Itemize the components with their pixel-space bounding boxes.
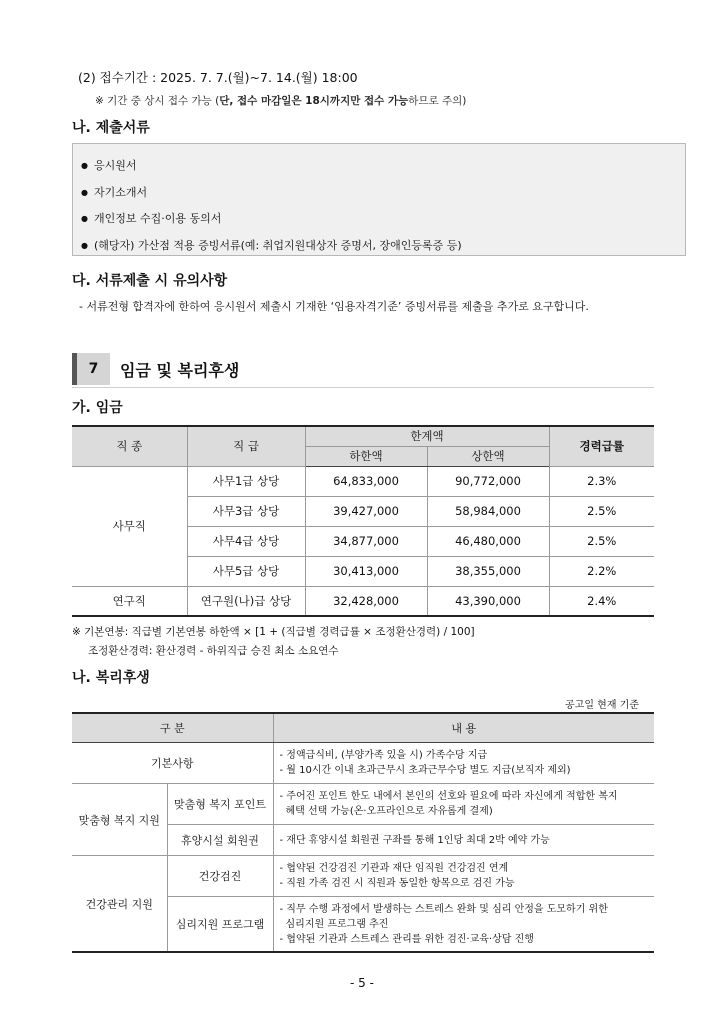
header-grade: 직 급 [187,426,305,466]
custom-resort-content [273,825,654,856]
section-number: 7 [72,353,110,385]
max-cell: 90,772,000 [427,466,549,496]
grade-cell: 연구원(나)급 상당 [187,586,305,616]
custom-point-label: 맞춤형 복지 포인트 [167,784,273,825]
welfare-table [72,712,654,953]
welfare-heading: 나. 복리후생 [72,670,150,686]
table-row [72,856,654,897]
page-number: - 5 - [350,976,374,990]
health-checkup-content [273,856,654,897]
grade-cell: 사무4급 상당 [187,526,305,556]
header-type: 직 종 [72,426,187,466]
content-line: - 월 10시간 이내 초과근무시 초과근무수당 별도 지급(보직자 제외) [279,765,571,776]
rate-cell: 2.2% [549,556,654,586]
health-checkup-label: 건강검진 [167,856,273,897]
health-psych-label: 심리지원 프로그램 [167,897,273,953]
application-note: ※ 기간 중 상시 접수 가능 (단, 접수 마감일은 18시까지만 접수 가능하므로 주의) [95,95,467,107]
rate-cell: 2.5% [549,526,654,556]
document-item: ● (해당자) 가산점 적용 증빙서류(예: 취업지원대상자 증명서, 장애인등록증 등) [81,233,685,260]
content-line: 혜택 선택 가능(온·오프라인으로 자유롭게 결제) [285,806,493,817]
application-period: (2) 접수기간 : 2025. 7. 7.(월)~7. 14.(월) 18:00 [78,70,358,85]
wage-footnote-2: 조정환산경력: 환산경력 - 하위직급 승진 최소 소요연수 [88,645,339,657]
max-cell: 43,390,000 [427,586,549,616]
min-cell: 34,877,000 [305,526,427,556]
documents-box [72,143,686,256]
header-rate: 경력급률 [549,426,654,466]
health-psych-content [273,897,654,953]
document-item: ● 자기소개서 [81,180,685,207]
caution-heading: 다. 서류제출 시 유의사항 [72,273,228,289]
grade-cell: 사무5급 상당 [187,556,305,586]
header-max: 상한액 [427,446,549,466]
header-limit: 한계액 [305,426,549,446]
min-cell: 39,427,000 [305,496,427,526]
content-line: - 직원 가족 검진 시 직원과 동일한 항목으로 검진 가능 [279,878,515,889]
document-item: ● 응시원서 [81,153,685,180]
wage-table [72,425,654,617]
section-7-header [72,351,654,388]
rate-cell: 2.4% [549,586,654,616]
type-cell: 연구직 [72,586,187,616]
caution-text: - 서류전형 합격자에 한하여 응시원서 제출시 기재한 ‘임용자격기준’ 증빙서류를 제출을 추가로 요구합니다. [79,300,589,313]
type-cell: 사무직 [72,466,187,586]
content-line: - 주어진 포인트 한도 내에서 본인의 선호와 필요에 따라 자신에게 적합한 복지 [279,791,618,802]
table-row [72,784,654,825]
custom-label: 맞춤형 복지 지원 [72,784,167,856]
header-category: 구 분 [72,713,273,743]
table-row [72,586,654,616]
content-line: - 정액급식비, (부양가족 있을 시) 가족수당 지급 [279,750,488,761]
custom-resort-label: 휴양시설 회원권 [167,825,273,856]
table-row [72,466,654,496]
content-line: - 협약된 건강검진 기관과 재단 임직원 건강검진 연계 [279,863,509,874]
content-line: - 협약된 기관과 스트레스 관리를 위한 검진·교육·상담 진행 [279,933,534,945]
min-cell: 64,833,000 [305,466,427,496]
min-cell: 32,428,000 [305,586,427,616]
header-min: 하한액 [305,446,427,466]
header-content: 내 용 [273,713,654,743]
wage-heading: 가. 임금 [72,400,123,416]
document-item: ● 개인정보 수집·이용 동의서 [81,206,685,233]
max-cell: 46,480,000 [427,526,549,556]
content-line: 심리지원 프로그램 추진 [285,918,389,930]
content-line: - 재단 휴양시설 회원권 구좌를 통해 1인당 최대 2박 예약 가능 [279,834,550,846]
basis-note: 공고일 현재 기준 [565,700,639,711]
health-label: 건강관리 지원 [72,856,167,953]
documents-heading: 나. 제출서류 [72,120,150,136]
section-title: 임금 및 복리후생 [120,361,240,380]
custom-point-content [273,784,654,825]
basic-content [273,743,654,784]
max-cell: 38,355,000 [427,556,549,586]
min-cell: 30,413,000 [305,556,427,586]
wage-footnote: ※ 기본연봉: 직급별 기본연봉 하한액 × [1 + (직급별 경력급률 × 조정환산경력) / 100] [72,626,475,638]
grade-cell: 사무3급 상당 [187,496,305,526]
content-line: - 직무 수행 과정에서 발생하는 스트레스 완화 및 심리 안정을 도모하기 위한 [279,903,608,915]
rate-cell: 2.3% [549,466,654,496]
max-cell: 58,984,000 [427,496,549,526]
rate-cell: 2.5% [549,496,654,526]
table-row [72,743,654,784]
grade-cell: 사무1급 상당 [187,466,305,496]
basic-label: 기본사항 [72,743,273,784]
